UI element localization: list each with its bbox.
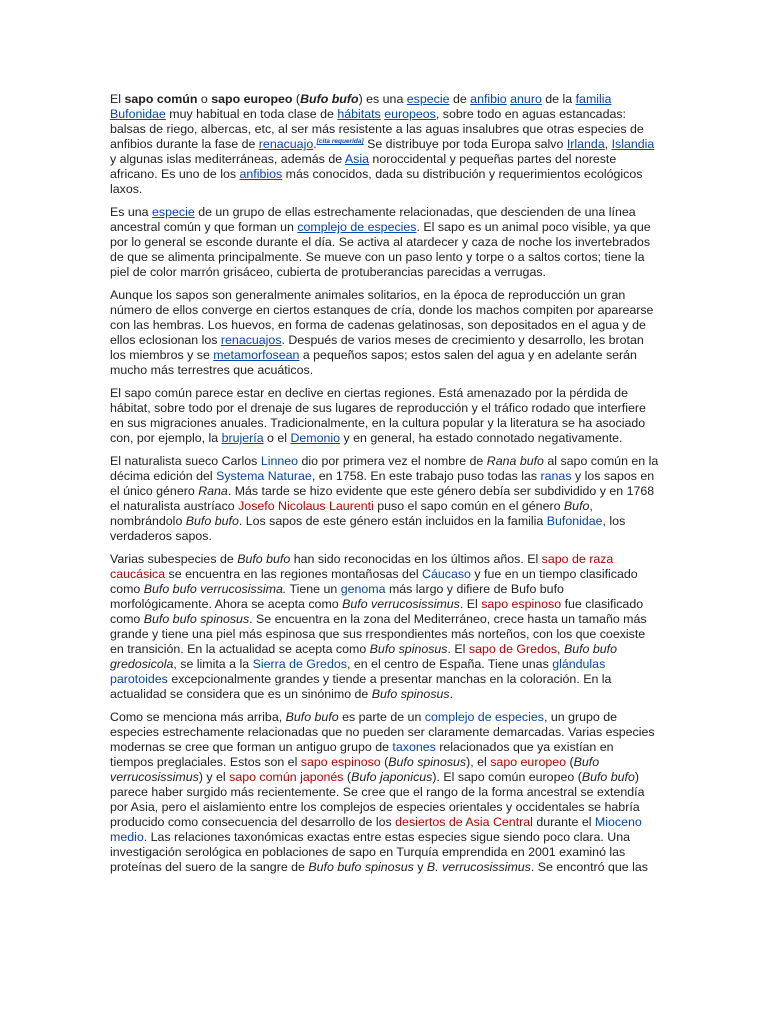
text-run: . El	[459, 597, 482, 611]
missing-article-link[interactable]: sapo europeo	[490, 755, 567, 769]
article-link[interactable]: Bufonidae	[110, 107, 166, 121]
text-run: ,	[604, 137, 612, 151]
text-run: . Después de varios meses de crecimiento y desarrollo, les brotan los miembros y se	[110, 333, 644, 362]
article-link[interactable]: Mioceno medio	[110, 815, 642, 844]
text-run: , se limita a la	[173, 657, 253, 671]
text-run: durante el	[532, 815, 595, 829]
text-run: dio por primera vez el nombre de	[298, 454, 487, 468]
text-run: (	[380, 755, 389, 769]
missing-article-link[interactable]: Josefo Nicolaus Laurenti	[238, 499, 374, 513]
article-link[interactable]: complejo de especies	[297, 220, 417, 234]
article-link[interactable]: europeos	[384, 107, 436, 121]
text-run: Bufo bufo	[185, 514, 239, 528]
missing-article-link[interactable]: sapo espinoso	[481, 597, 562, 611]
text-run: ) parece haber surgido más recientemente. Se cree que el rango de la forma ancestral se extendía por Asia, pero el aislamiento entre los complejos de especies orientales y occidentales se habría producido como consecuencia del desarrollo de los	[110, 770, 645, 829]
text-run: es parte de un	[338, 710, 425, 724]
text-run: y algunas islas mediterráneas, además de	[110, 152, 345, 166]
text-run: Bufo	[563, 499, 590, 513]
article-link[interactable]: renacuajos	[220, 333, 282, 347]
text-run: Bufo bufo	[581, 770, 635, 784]
missing-article-link[interactable]: desiertos de Asia Central	[395, 815, 533, 829]
text-run: El sapo común parece estar en declive en ciertas regiones. Está amenazado por la pérdida de hábitat, sobre todo por el drenaje de sus lugares de reproducción y el tráfico rodado que interfiere en sus migraciones anuales. Tradicionalmente, en la cultura popular y la literatura se ha asociado con, por ejemplo, la	[110, 386, 646, 445]
text-run: Se distribuye por toda Europa salvo	[363, 137, 567, 151]
text-run: Bufo verrucosissimus	[110, 755, 600, 784]
text-run: Bufo bufo spinosus	[308, 860, 414, 874]
text-run: El naturalista sueco Carlos	[110, 454, 261, 468]
article-link[interactable]: especie	[152, 205, 195, 219]
article-link[interactable]: brujería	[221, 431, 264, 445]
article-body	[110, 92, 660, 883]
text-run: al sapo común en la décima edición del	[110, 454, 659, 483]
article-paragraph	[110, 205, 660, 280]
missing-article-link[interactable]: sapo espinoso	[300, 755, 381, 769]
text-run: .	[449, 687, 454, 701]
text-run: Bufo bufo	[300, 92, 359, 106]
text-run: sapo común	[124, 92, 198, 106]
text-run: Bufo bufo verrucosissima.	[143, 582, 287, 596]
article-link[interactable]: glándulas parotoides	[110, 657, 606, 686]
article-paragraph	[110, 288, 660, 378]
article-paragraph	[110, 552, 660, 702]
text-run: Bufo bufo spinosus	[143, 612, 250, 626]
text-run: Rana bufo	[486, 454, 544, 468]
text-run: (	[292, 92, 301, 106]
text-run: , en el centro de España. Tiene unas	[346, 657, 553, 671]
citation-needed-link[interactable]: [cita requerida]	[316, 138, 364, 145]
article-link[interactable]: Asia	[344, 152, 369, 166]
article-link[interactable]: Cáucaso	[422, 567, 471, 581]
text-run: y	[413, 860, 427, 874]
text-run: excepcionalmente grandes y tiende a presentar manchas en la coloración. En la actualidad se considera que es un sinónimo de	[110, 672, 612, 701]
text-run: .	[313, 137, 317, 151]
text-run: Bufo verrucosissimus	[342, 597, 460, 611]
text-run: ). El sapo común europeo (	[432, 770, 582, 784]
article-link[interactable]: anfibio	[470, 92, 507, 106]
text-run: puso el sapo común en el género	[373, 499, 564, 513]
article-link[interactable]: Irlanda	[566, 137, 605, 151]
text-run: (	[343, 770, 352, 784]
text-run: a pequeños sapos; estos salen del agua y en adelante serán mucho más terrestres que acuáticos.	[110, 348, 637, 377]
text-run: de	[449, 92, 471, 106]
text-run: El	[110, 92, 125, 106]
text-run: , sobre todo en aguas estancadas: balsas de riego, albercas, etc, al ser más resistente a las aguas insalubres que otras especies de anfibios durante la fase de	[110, 107, 644, 151]
article-link[interactable]: especie	[406, 92, 450, 106]
text-run: ,	[557, 642, 564, 656]
text-run: ) es una	[358, 92, 407, 106]
article-link[interactable]: familia	[575, 92, 612, 106]
article-link[interactable]: anfibios	[239, 167, 283, 181]
text-run: Rana	[198, 484, 228, 498]
article-paragraph	[110, 710, 660, 875]
text-run: más conocidos, dada su distribución y requerimientos ecológicos laxos.	[110, 167, 643, 196]
text-run: de un grupo de ellas estrechamente relacionadas, que descienden de una línea ancestral común y que forman un	[110, 205, 636, 234]
article-link[interactable]: hábitats	[337, 107, 381, 121]
text-run: Bufo japonicus	[351, 770, 433, 784]
text-run: se encuentra en las regiones montañosas del	[165, 567, 423, 581]
text-run: , un grupo de especies estrechamente relacionadas que no pueden ser claramente demarcadas. Varias especies modernas se cree que forman un antiguo grupo de	[110, 710, 655, 754]
text-run: sapo europeo	[211, 92, 293, 106]
article-link[interactable]: genoma	[340, 582, 386, 596]
text-run: ) y el	[198, 770, 230, 784]
text-run: muy habitual en toda clase de	[165, 107, 338, 121]
article-link[interactable]: Systema Naturae	[216, 469, 312, 483]
missing-article-link[interactable]: sapo común japonés	[229, 770, 344, 784]
article-link[interactable]: Bufonidae	[546, 514, 603, 528]
article-link[interactable]: Sierra de Gredos	[252, 657, 347, 671]
text-run: . El sapo es un animal poco visible, ya que por lo general se esconde durante el día. Se activa al atardecer y caza de noche los invertebrados de que se alimenta principalmente. Se mueve con un paso lento y torpe o a saltos cortos; tiene la piel de color marrón grisáceo, cubierta de protuberancias parecidas a verrugas.	[110, 220, 651, 279]
text-run: y en general, ha estado connotado negativamente.	[340, 431, 623, 445]
text-run: fue clasificado como	[110, 597, 644, 626]
article-link[interactable]: taxones	[392, 740, 436, 754]
text-run: , los verdaderos sapos.	[110, 514, 626, 543]
text-run: o	[197, 92, 212, 106]
text-run: de la	[541, 92, 576, 106]
article-link[interactable]: renacuajo	[258, 137, 314, 151]
text-run: han sido reconocidas en los últimos años. El	[290, 552, 542, 566]
text-run: noroccidental y pequeñas partes del noreste africano. Es uno de los	[110, 152, 617, 181]
text-run: Es una	[110, 205, 153, 219]
text-run: . Más tarde se hizo evidente que este género debía ser subdividido y en 1768 el naturalista austríaco	[110, 484, 655, 513]
text-run: ), el	[466, 755, 491, 769]
article-paragraph	[110, 386, 660, 446]
article-link[interactable]: complejo de especies	[424, 710, 544, 724]
text-run: . Se encuentra en la zona del Mediterráneo, crece hasta un tamaño más grande y tiene una piel más espinosa que sus rrespondientes más norteños, con los que coexiste en transición. En la actualidad se acepta como	[110, 612, 647, 656]
text-run: , nombrándolo	[110, 499, 593, 528]
text-run: (	[566, 755, 574, 769]
article-link[interactable]: anuro	[510, 92, 542, 106]
article-link[interactable]: metamorfosean	[213, 348, 300, 362]
article-paragraph	[110, 92, 660, 197]
text-run: . Las relaciones taxonómicas exactas entre estas especies sigue siendo poco clara. Una investigación serológica en poblaciones de sapo en Turquía emprendida en 2001 examinó las proteínas del suero de la sangre de	[110, 830, 631, 874]
text-run: Bufo bufo	[237, 552, 291, 566]
text-run: Tiene un	[286, 582, 341, 596]
text-run: Varias subespecies de	[110, 552, 238, 566]
article-link[interactable]: ranas	[540, 469, 572, 483]
text-run: Aunque los sapos son generalmente animales solitarios, en la época de reproducción un gran número de ellos converge en ciertos estanques de cría, donde los machos compiten por aparearse con las hembras. Los huevos, en forma de cadenas gelatinosas, son depositados en el agua y de ellos eclosionan los	[110, 288, 654, 347]
text-run: . El	[447, 642, 469, 656]
text-run: Bufo spinosus	[371, 687, 450, 701]
article-link[interactable]: Demonio	[290, 431, 341, 445]
text-run: y los sapos en el único género	[110, 469, 655, 498]
article-link[interactable]: Islandia	[611, 137, 655, 151]
text-run: y fue en un tiempo clasificado como	[110, 567, 638, 596]
text-run: Bufo spinosus	[369, 642, 448, 656]
text-run: Bufo spinosus	[388, 755, 467, 769]
text-run: más largo y difiere de Bufo bufo morfológicamente. Ahora se acepta como	[110, 582, 564, 611]
missing-article-link[interactable]: sapo de Gredos	[468, 642, 558, 656]
text-run: , en 1758. En este trabajo puso todas las	[311, 469, 541, 483]
text-run: Como se menciona más arriba,	[110, 710, 286, 724]
text-run: . Los sapos de este género están incluidos en la familia	[238, 514, 547, 528]
article-paragraph	[110, 454, 660, 544]
text-run: o el	[263, 431, 291, 445]
text-run: Bufo bufo gredosicola	[110, 642, 617, 671]
text-run: . Se encontró que las	[530, 860, 648, 874]
text-run: relacionados que ya existían en tiempos preglaciales. Estos son el	[110, 740, 614, 769]
missing-article-link[interactable]: sapo de raza caucásica	[110, 552, 614, 581]
article-link[interactable]: Linneo	[260, 454, 299, 468]
text-run: Bufo bufo	[285, 710, 339, 724]
text-run: B. verrucosissimus	[426, 860, 531, 874]
